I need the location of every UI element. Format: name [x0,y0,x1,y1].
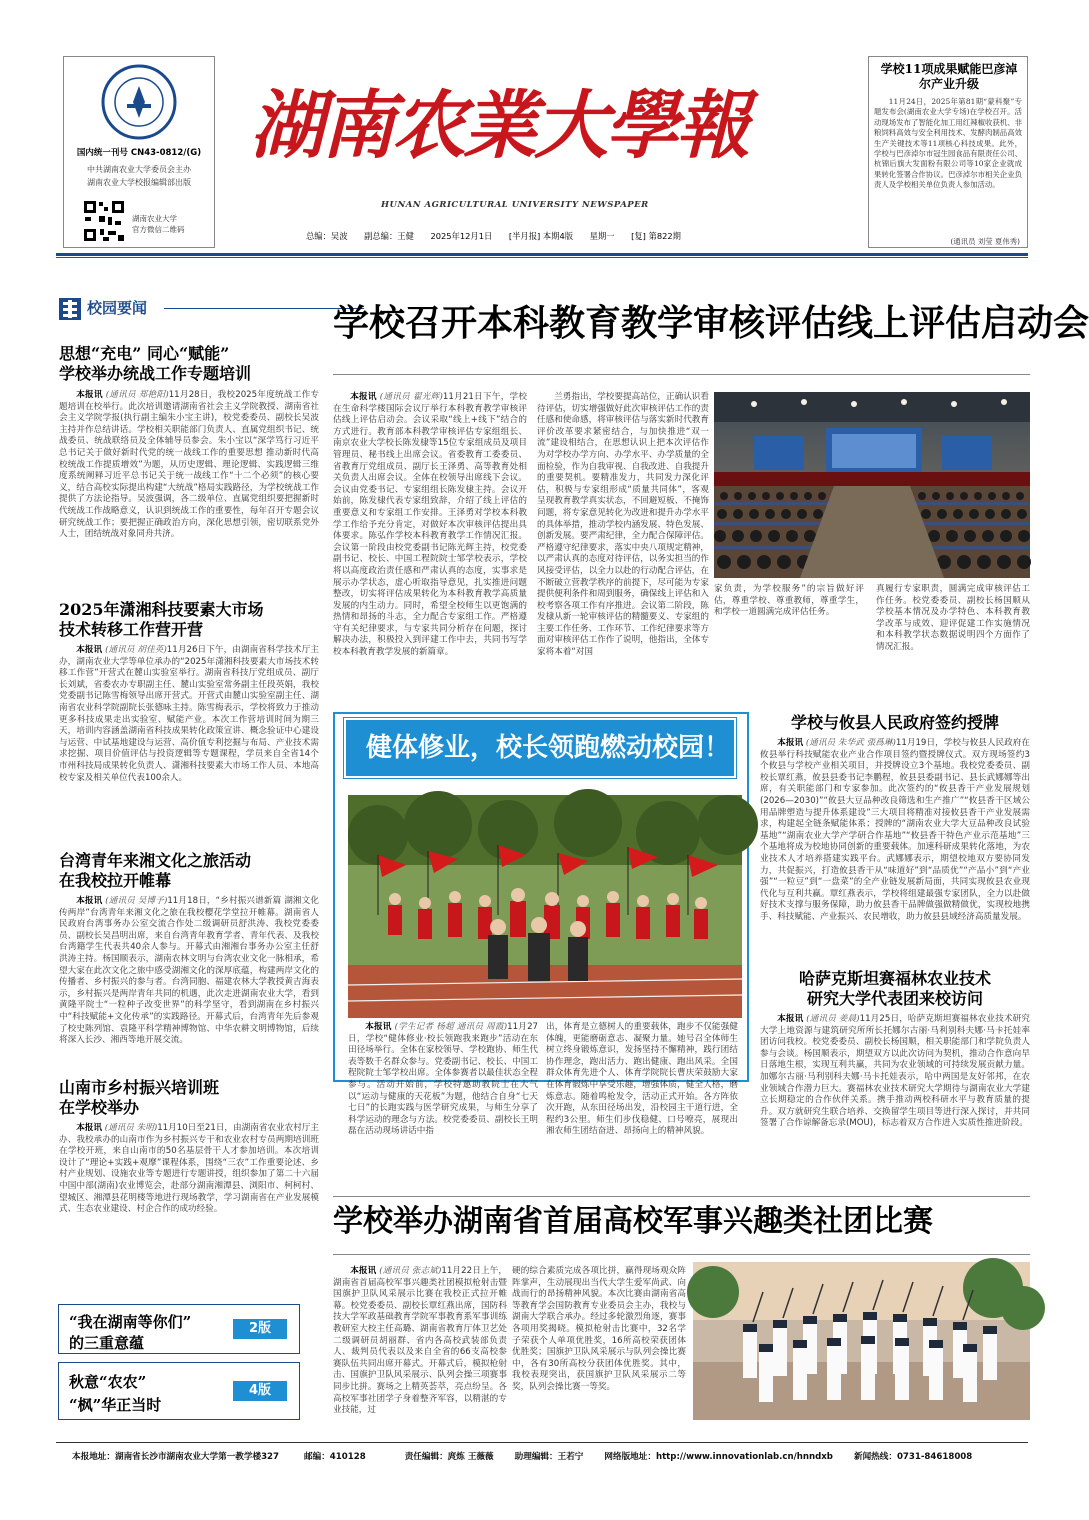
section-header [59,297,319,319]
footer-web[interactable]: 网络版地址：http://www.innovationlab.cn/hnndxb [604,1452,833,1462]
sign-story-title: 学校与攸县人民政府签约授牌 [790,713,999,732]
left-story-1-body: 本报讯 (通讯员 郑艳阳)11月28日，我校2025年度统战工作专题培训在校举行。此次培训邀请湖南省社会主义学院教授、湖南省社会主义学院学报(执行副主编朱小宝主讲)，校党委委员、副校长吴波主持并作总结讲话。学校相关职能部门负责人、直属党组织书记、统战委员、统战联络员及全体辅导员参会。朱小宝以“深学笃行习近平总书记关于做好新时代党的统一战线工作的重要思想 推动新时代高校统战工作提质增效”为题，从历史逻辑、理论逻辑、实践逻辑三维度系统阐释习近平总书记关于统一战线工作“十二个必须”的核心要义，结合高校实际提出构建“大统战”格局实践路径，为学校统战工作提供了方法论指导。吴波强调，各二级单位、直属党组织要把握新时代统战工作战略意义，认识到统战工作的重要性，每年召开专题会议研究统战工作；要把握正确政治方向，深化思想引领，密切联系党外人士，团结统战对象同舟共济。 [59,390,320,540]
left-story-4-body: 本报讯 (通讯员 朱明)11月10日至21日，由湖南省农业农村厅主办、我校承办的山南市作为乡村振兴专干和农业农村专员两期培训班在学校开班，来自山南市的50名基层骨干人才参加培训。本次培训设计了“理论+实践+观摩”课程体系，围绕“三农”工作重要论述、乡村产业规划、设施农业等专题进行专题讲授，组织参加了第二十六届中国中部(湖南)农业博览会，赴部分湖南湘潭县、浏阳市、柯柯村、望城区、湘潭县花明楼等地进行现场教学，学习湖南省在产业发展模式、生态农业建设、村企合作的成功经验。 [59,1123,320,1215]
university-seal-icon [101,64,177,140]
main-story-col-4: 真履行专家职责，圆满完成审核评估工作任务。校党委委员、副校长杨国顺从学校基本情况及办学特色、本科教育教学改革与成效、迎评促建工作实施情况和本科教学状态数据说明四个方面作了情况汇报。 [876,584,1030,652]
main-headline: 学校召开本科教育教学审核评估线上评估启动会 [333,302,1089,344]
promo-1-page-badge: 2版 [233,1319,287,1339]
promo-2-line-2: “枫”华正当时 [69,1396,162,1414]
main-story-col-3: 家负责，为学校服务”的宗旨做好评估，尊重学校、尊重教师，尊重学生，和学校一道圆满完成评估任务。 [714,584,864,618]
sponsor-line-2: 湖南农业大学校报编辑部出版 [87,178,191,187]
promo-2-page-badge: 4版 [233,1381,287,1401]
flag-guard-image [693,1262,1030,1420]
left-story-2-body: 本报讯 (通讯员 胡佳英)11月26日下午，由湖南省科学技术厅主办，湖南农业大学等单位承办的“2025年潇湘科技要素大市场技术转移工作营”开营式在麓山实验室举行。湖南省科技厅党组成员、副厅长刘斌，省委农办专职副主任、麓山实验室常务副主任段英娟，我校党委副书记陈雪梅领导出席开营式。开营式由麓山实验室副主任、湖南省农业科学院副院长张德咏主持。陈雪梅表示，学校将致力于推动更多科技成果走出实验室、赋能产业。本次工作营培训时间为期三天，培训内容涵盖湖南省科技成果转化政策宣讲、概念验证中心建设与运营、中试基地建设与运营、高价值专利挖掘与布局、产业技术需求挖掘、项目价值评估与投资逻辑等专题课程，学员来自全省14个市州科技局成果转化负责人、潇湘科技要素大市场工作人员、本地高校专家及相关单位代表100余人。 [59,645,320,783]
section-badge-icon [59,298,81,320]
top-news-body: 11月24日，2025年第81期“蒙科聚”专题发布会(湖南农业大学专场)在学校召开。活动现场发布了智能化加工用红辣椒收获机、非粮饲料高效与安全利用技术、发酵肉制品高效生产关键技术等11项核心科技成果。此外，学校与巴彦淖尔市冠生园食品有限责任公司、杭锦后旗大发面粉有限公司等10家企业就成果转化签署合作协议。巴彦淖尔市相关企业负责人及学校相关单位负责人参加活动。 [874,97,1022,190]
footer-assistant: 助理编辑：王若宁 [514,1452,584,1462]
newspaper-title: 湖南农業大學報 [250,83,747,169]
main-story-col-1: 本报讯 (通讯员 翟光辉)11月21日下午，学校在生命科学楼国际会议厅举行本科教育教学审核评估线上评估启动会。会议采取“线上+线下”结合的方式进行。教育部本科教学审核评估专家组组长、南京农业大学校长陈发棣等15位专家组成员及项目管理员、秘书线上出席会议。省委教育工委委员、省教育厅党组成员、副厅长王泽勇、高等教育处相关负责人出席会议。全体在校领导出席线下会议。会议由党委书记、专家组组长陈发棣主持。会议开始前，陈发棣代表专家组致辞，介绍了线上评估的重要意义和专家组工作安排。王泽勇对学校本科教学工作给予充分肯定，对做好本次审核评估提出具体要求。陈弘作学校本科教育教学工作情况汇报。会议第一阶段由校党委副书记陈光辉主持，校党委副书记、校长、中国工程院院士邹学校表示，学校将以高度政治责任感和严肃认真的态度，实事求是展示办学状态，虚心听取指导意见，扎实推进问题整改，切实将评估成果转化为本科教育教学高质量发展的内生动力。同时，希望全校师生以更饱满的热情和昂扬的斗志，全力配合专家组工作。严格遵守有关纪律要求，与专家共同分析存在问题，探讨解决办法，积极投入到评建工作中去，共同书写学校本科教育教学发展的新篇章。 [333,392,528,658]
footer-address: 本报地址：湖南省长沙市湖南农业大学第一教学楼327 [72,1452,280,1462]
footer-postcode: 邮编：410128 [304,1452,366,1462]
left-story-4-title-2: 在学校举办 [59,1098,140,1117]
promo-1-line-2: 的三重意蕴 [69,1334,145,1352]
run-story-col-1: 本报讯 (学生记者 杨超 通讯员 周霞)11月27日，学校“健体修业·校长领跑我来跑步”活动在东田径场举行。全体在家校领导、学校跑协、师生代表等数千名群众参与。党委副书记、校长、中国工程院院士邹学校出席。全体参赛者以最佳状态全程参与。活动开始前，学校特邀助教院士在大气以“运动与健康的天花板”为题，他结合自身“七天七日”的长跑实践与医学研究成果，与师生分享了科学运动的理念与方法。校党委委员、副校长王明磊在活动现场讲话中指 [348,1022,539,1137]
section-header-text: 校园要闻 [87,299,148,317]
newspaper-subtitle: HUNAN AGRICULTURAL UNIVERSITY NEWSPAPER [381,200,649,210]
kazakh-story-title-2: 研究大学代表团来校访问 [806,989,983,1008]
run-photo [348,795,742,1018]
left-story-3-body: 本报讯 (通讯员 吴博予)11月18日，“乡村振兴谱新篇 湖湘文化传两岸”台湾青年来湘文化之旅在我校樱花学堂拉开帷幕。湖南省人民政府台湾事务办公室交流合作处二级调研员舒洪涛、我校党委委员、副校长吴昌明出席，来自台湾青年教育学者、青年代表、及我校台湾籍学生代表共40余人参与。开幕式由湘湘台事务办公室主任舒洪涛主持。杨国顺表示，湖南农林文明与台湾农业文化一脉相承，希望大家在此次文化之旅中感受湖湘文化的深厚底蕴，构建两岸文化的传播者、乡村振兴的参与者。台湾同胞、福建农林大学教授黄吉海表示，乡村振兴是两岸青年共同的机遇，此次走进湖南农业大学，看到黄隆平院士“一粒种子改变世界”的科学坚守，看到湖南在乡村振兴中“科技赋能+文化传承”的实践路径。开幕式后，台湾青年先后参观了校史陈列馆、袁隆平科学精神博物馆、中华农耕文明博物馆，后续将深入长沙、湘西等地开展交流。 [59,896,319,1046]
qr-label-2: 官方微信二维码 [132,225,185,234]
footer-editors: 责任编辑：庹炼 王薇薇 [404,1452,494,1462]
running-crowd-image [348,795,742,1018]
promo-box-2[interactable] [58,1362,300,1420]
conference-hall-image [714,392,1030,578]
masthead-rule-blue [56,253,1028,256]
footer-hotline: 新闻热线：0731-84618008 [853,1452,973,1462]
run-story-col-2: 出，体育是立德树人的重要载体，跑步不仅能强健体魄，更能磨砺意志、凝聚力量。她号召全体师生树立终身锻炼意识，发扬坚持不懈精神，践行团结协作理念，跑出活力、跑出健康、跑出风采。全国群众体育先进个人、体育学院院长曹庆荣鼓励大家在体育锻炼中享受乐趣，增强体质，健全人格，磨炼意志。随着鸣枪发令，活动正式开始。各方阵依次开跑，从东田径场出发，沿校园主干道行进，全程约3公里。师生们步伐稳健、口号嘹亮，展现出湘农师生团结奋进、昂扬向上的精神风貌。 [546,1022,738,1137]
left-story-3-title-2: 在我校拉开帷幕 [59,871,172,890]
military-story-col-1: 本报讯 (通讯员 张志斌)11月22日上午，湖南省首届高校军事兴趣类社团模拟枪射击暨国旗护卫队风采展示比赛在我校正式拉开帷幕。校党委委员、副校长覃红燕出席，国防科技大学军政基础教育学院军事教育系军事训练教研室大校主任高璐、湖南省教育厅体卫艺处二级调研员胡丽群、省内各高校武装部负责人、裁判员代表以及来自全省的66支高校参赛队伍共同出席开幕式。开幕式后，模拟枪射击、国旗护卫队风采展示、队列会操三项赛事同步比拼。赛场之上精英荟萃，亮点纷呈。各高校军事社团学子身着整齐军容，以精湛的专业技能，过 [333,1266,508,1416]
sponsor-line-1: 中共湖南农业大学委员会主办 [87,165,191,174]
footer-rule [56,1442,1028,1443]
left-story-2-title-1: 2025年潇湘科技要素大市场 [59,600,264,619]
main-story-col-2: 兰勇指出，学校要提高站位，正确认识看待评估，切实增强做好此次审核评估工作的责任感和使命感，将审核评估与落实新时代教育评价改革要求紧密结合，与加快推进“双一流”建设相结合，在思想认识上把本次评估作为对学校办学方向、办学水平、办学质量的全面检验，作为自我审视、自我改进、自我提升的重要契机。要精准发力，共同发力深化评估，积极与专家组形成“质量共同体”，客观呈现教育教学真实状态，不回避短板、不掩饰问题，将专家意见转化为改进和提升办学水平的具体举措，推动学校内涵发展、特色发展、创新发展。要严肃纪律，全力配合保障评估。严格遵守纪律要求，落实中央八项规定精神，以严肃认真的态度对待评估，以务实担当的作风接受评估，以全力以赴的行动配合评估，在不断破立营教学秩序的前提下，尽可能为专家提供便利条件和周到服务，确保线上评估和入校考察各项工作有序推进。会议第二阶段，陈发棣从新一轮审核评估的精髓要义、专家组的主要工作任务、工作环节、工作纪律要求等方面对审核评估工作作了说明，他指出，全体专家将本着“对国 [537,392,709,658]
top-news-byline: (通讯员 刘莹 夏伟秀) [950,237,1020,246]
top-news-title: 学校11项成果赋能巴彦淖尔产业升级 [880,62,1018,91]
left-story-3-title-1: 台湾青年来湘文化之旅活动 [59,851,252,870]
left-story-4-title-1: 山南市乡村振兴培训班 [59,1078,220,1097]
left-story-1-title-2: 学校举办统战工作专题培训 [59,364,252,383]
military-headline-rule [333,1196,1030,1197]
footer-bar [72,1450,1032,1464]
conference-photo [714,392,1030,578]
sign-story-body: 本报讯 (通讯员 朱华武 張爲琳)11月19日，学校与攸县人民政府在攸县举行科技赋能农业产业合作项目签约暨授牌仪式。双方现场签约3个攸县与学校产业相关项目，并授牌设立3个基地。我校党委委员、副校长覃红燕，攸县县委书记李鹏程，攸县县委副书记、县长武娜娜等出席，有关职能部门和专家参加。此次签约的“攸县香干产业发展规划(2026—2030)”“攸县大豆品种改良筛选和生产推广”“攸县香干区域公用品牌塑造与提升体系建设”三大项目将精准对接攸县香干产业发展需求，构建起全链条赋能体系；授牌的“湖南农业大学大豆品种改良试验基地”“湖南农业大学产学研合作基地”“攸县香干特色产业示范基地”三个基地将成为校地协同创新的重要载体。加速科研成果转化落地，为农业技术人才培养搭建实践平台。武娜娜表示，期望校地双方要协同发力，共促振兴，打造攸县香干从“味道好”到“品质优”“产品小”到“产业强”“一粒豆”到“一盘菜”的全产业链发展新局面，共同实现攸县农业现代化与互利共赢。覃红燕表示，学校将组建最强专家团队，全力以赴做好技术支撑与服务保障，助力攸县香干品牌做强做精做优，实现校地携手、科技赋能、产业振兴、农民增收，助力攸县县域经济高质量发展。 [760,738,1030,922]
military-headline-rule-2 [333,1254,1030,1255]
military-story-col-2: 硬的综合素质完成各项比拼，赢得现场观众阵阵掌声，生动展现出当代大学生爱军尚武、向战而行的昂扬精神风貌。本次比赛由湖南省高等教育学会国防教育专业委员会主办，我校与湖南大学联合承办。经过多轮激烈角逐，赛事各项用奖揭晓。模拟枪射击比赛中，32名学子荣获个人单项优胜奖，16所高校荣获团体优胜奖；国旗护卫队风采展示与队列会操比赛中，各有30所高校分获团体优胜奖。其中，我校表现突出，获国旗护卫队风采展示二等奖，队列会操比赛一等奖。 [512,1266,686,1392]
military-photo [693,1262,1030,1420]
left-story-2-title-2: 技术转移工作营开营 [59,620,204,639]
promo-box-1[interactable] [58,1304,300,1354]
left-story-1-title-1: 思想“充电” 同心“赋能” [59,344,230,363]
issue-info-bar: 总编：吴波 副总编：王健 2025年12月1日 [半月报] 本期4版 星期一 [复] 第822期 [306,231,681,241]
promo-2-line-1: 秋意“农农” [69,1373,147,1391]
qr-label-1: 湖南农业大学 [132,214,177,223]
masthead-rule-red [56,257,1028,258]
qr-code-icon [82,199,126,243]
kazakh-story-body: 本报讯 (通讯员 姜晨)11月25日，哈萨克斯坦赛福林农业技术研究大学上地资源与建筑研究所所长托娜尔古丽·马利别科夫娜·马卡托娃率团访问我校。校党委委员、副校长杨国顺，相关职能部门和学院负责人参与会谈。杨国顺表示，期望双方以此次访问为契机，推动合作意向早日落地生根，实现互利共赢，共同为农业领域的可持续发展贡献力量。加娜尔古丽·马利别科夫娜·马卡托娃表示，哈中两国是友好邻邦，在农业领域合作潜力巨大。赛福林农业技术研究大学期待与湖南农业大学建立长期稳定的合作伙伴关系。携手推动两校科研水平与教育质量的提升。双方就研究生联合培养、交换留学生项目等进行深入探讨，并共同签署了合作谅解备忘录(MOU)，标志着双方合作进入实质性推进阶段。 [760,1014,1030,1129]
promo-1-line-1: “我在湖南等你们” [69,1313,192,1331]
main-headline-rule [333,374,1030,375]
run-story-banner [344,718,736,778]
issn-number: 国内统一刊号 CN43-0812/(G) [76,148,202,158]
military-headline: 学校举办湖南省首届高校军事兴趣类社团比赛 [333,1204,933,1239]
kazakh-story-title-1: 哈萨克斯坦赛福林农业技术 [798,969,991,988]
run-story-banner-text: 健体修业，校长领跑燃动校园！ [366,733,731,763]
